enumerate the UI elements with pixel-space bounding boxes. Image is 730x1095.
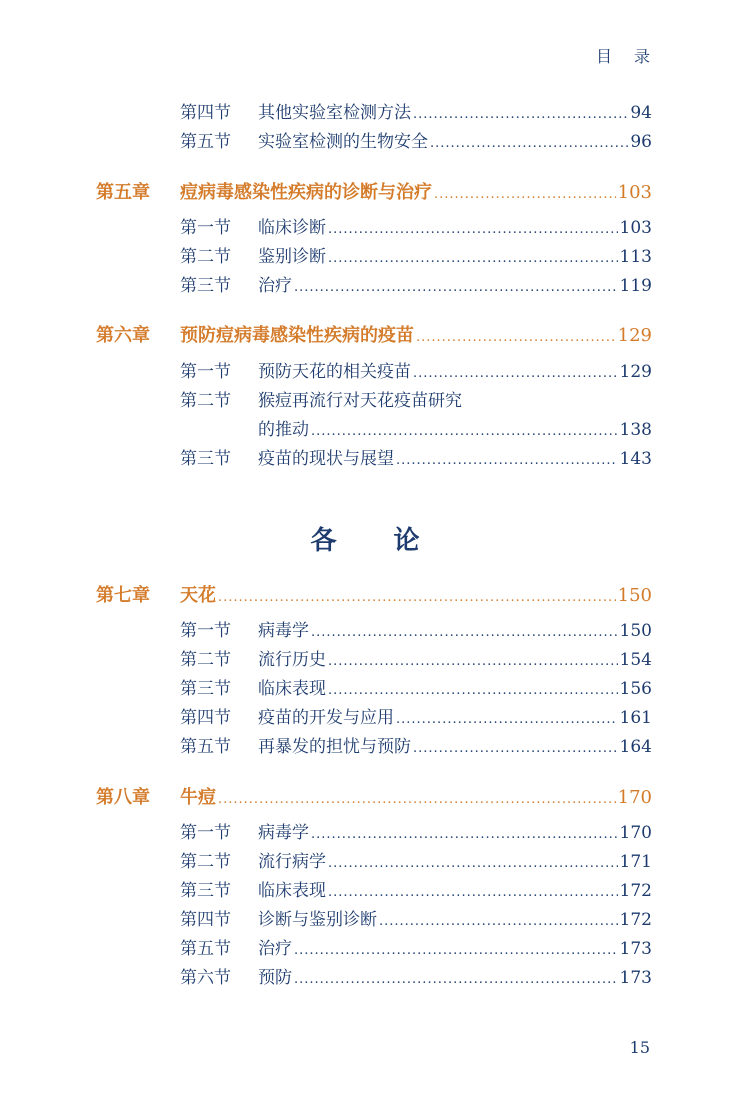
page-number: 129 [619, 362, 652, 382]
leader-dots [328, 222, 618, 237]
leader-dots [413, 107, 628, 122]
section-number: 第四节 [180, 103, 231, 123]
page-number: 172 [619, 881, 652, 901]
leader-dots [379, 914, 618, 929]
page-number: 113 [619, 247, 652, 267]
chapter-number: 第八章 [96, 787, 150, 808]
leader-dots [413, 741, 618, 756]
section-title: 流行病学 [258, 852, 326, 872]
toc-section-row[interactable] [180, 127, 652, 152]
leader-dots [218, 792, 616, 807]
page-folio: 15 [629, 1038, 650, 1057]
toc-chapter-row[interactable] [96, 783, 652, 809]
section-title: 再暴发的担忧与预防 [258, 737, 411, 757]
toc-section-row[interactable] [180, 357, 652, 382]
leader-dots [396, 712, 618, 727]
page-number: 143 [619, 449, 652, 469]
section-title: 疫苗的开发与应用 [258, 708, 394, 728]
section-title: 流行历史 [258, 650, 326, 670]
leader-dots [328, 654, 618, 669]
leader-dots [311, 424, 618, 439]
section-number: 第三节 [180, 881, 231, 901]
section-title: 治疗 [258, 939, 292, 959]
leader-dots [434, 187, 616, 202]
leader-dots [328, 885, 618, 900]
section-number: 第四节 [180, 708, 231, 728]
chapter-title: 天花 [180, 585, 216, 606]
section-number: 第一节 [180, 362, 231, 382]
toc-section-row[interactable] [180, 386, 462, 411]
leader-dots [416, 330, 616, 345]
section-title: 临床表现 [258, 679, 326, 699]
toc-section-row[interactable] [180, 963, 652, 988]
section-title: 临床诊断 [258, 218, 326, 238]
page-number: 150 [619, 621, 652, 641]
section-title: 鉴别诊断 [258, 247, 326, 267]
chapter-number: 第五章 [96, 182, 150, 203]
toc-chapter-row[interactable] [96, 581, 652, 607]
leader-dots [430, 136, 628, 151]
section-title: 猴痘再流行对天花疫苗研究 [258, 391, 462, 411]
page-number: 164 [619, 737, 652, 757]
section-title: 诊断与鉴别诊断 [258, 910, 377, 930]
page-number: 103 [619, 218, 652, 238]
page-number: 119 [619, 276, 652, 296]
toc-continuation-row[interactable] [258, 415, 652, 440]
page-number: 103 [617, 182, 652, 203]
running-head [596, 44, 650, 67]
toc-section-row[interactable] [180, 213, 652, 238]
toc-section-row[interactable] [180, 444, 652, 469]
section-number: 第五节 [180, 132, 231, 152]
section-number: 第三节 [180, 449, 231, 469]
leader-dots [294, 280, 618, 295]
section-number: 第五节 [180, 737, 231, 757]
page-number: 161 [619, 708, 652, 728]
page-number: 173 [619, 939, 652, 959]
leader-dots [396, 453, 618, 468]
toc-chapter-row[interactable] [96, 321, 652, 347]
page-number: 138 [619, 420, 652, 440]
leader-dots [413, 366, 618, 381]
section-number: 第三节 [180, 679, 231, 699]
toc-section-row[interactable] [180, 616, 652, 641]
leader-dots [294, 972, 618, 987]
toc-section-row[interactable] [180, 703, 652, 728]
page-number: 170 [619, 823, 652, 843]
section-number: 第四节 [180, 910, 231, 930]
section-title: 疫苗的现状与展望 [258, 449, 394, 469]
leader-dots [311, 827, 618, 842]
page-number: 171 [619, 852, 652, 872]
toc-section-row[interactable] [180, 98, 652, 123]
toc-section-row[interactable] [180, 271, 652, 296]
page-number: 156 [619, 679, 652, 699]
page-number: 129 [617, 325, 652, 346]
section-title: 实验室检测的生物安全 [258, 132, 428, 152]
toc-chapter-row[interactable] [96, 178, 652, 204]
running-head-char: 录 [633, 47, 650, 66]
section-number: 第二节 [180, 391, 231, 411]
toc-section-row[interactable] [180, 242, 652, 267]
chapter-title: 牛痘 [180, 787, 216, 808]
chapter-title: 痘病毒感染性疾病的诊断与治疗 [180, 182, 432, 203]
toc-section-row[interactable] [180, 732, 652, 757]
section-title: 其他实验室检测方法 [258, 103, 411, 123]
toc-section-row[interactable] [180, 645, 652, 670]
chapter-title: 预防痘病毒感染性疾病的疫苗 [180, 325, 414, 346]
toc-section-row[interactable] [180, 674, 652, 699]
section-number: 第一节 [180, 621, 231, 641]
section-title: 病毒学 [258, 621, 309, 641]
leader-dots [328, 251, 618, 266]
leader-dots [311, 625, 618, 640]
leader-dots [328, 683, 618, 698]
toc-section-row[interactable] [180, 934, 652, 959]
section-title: 预防 [258, 968, 292, 988]
page-number: 173 [619, 968, 652, 988]
leader-dots [294, 943, 618, 958]
page-number: 96 [630, 132, 652, 152]
section-title: 临床表现 [258, 881, 326, 901]
toc-section-row[interactable] [180, 818, 652, 843]
part-title: 各 论 [310, 526, 444, 556]
section-number: 第二节 [180, 247, 231, 267]
section-number: 第二节 [180, 852, 231, 872]
leader-dots [328, 856, 618, 871]
page-number: 172 [619, 910, 652, 930]
chapter-number: 第七章 [96, 585, 150, 606]
running-head-char: 目 [595, 47, 612, 66]
page-number: 94 [630, 103, 652, 123]
section-title: 病毒学 [258, 823, 309, 843]
section-number: 第一节 [180, 218, 231, 238]
chapter-number: 第六章 [96, 325, 150, 346]
section-title: 预防天花的相关疫苗 [258, 362, 411, 382]
section-number: 第六节 [180, 968, 231, 988]
section-title-continuation: 的推动 [258, 420, 309, 440]
toc-section-row[interactable] [180, 905, 652, 930]
section-number: 第一节 [180, 823, 231, 843]
leader-dots [218, 590, 616, 605]
page-number: 170 [617, 787, 652, 808]
section-title: 治疗 [258, 276, 292, 296]
section-number: 第三节 [180, 276, 231, 296]
section-number: 第五节 [180, 939, 231, 959]
toc-section-row[interactable] [180, 876, 652, 901]
page-number: 154 [619, 650, 652, 670]
section-number: 第二节 [180, 650, 231, 670]
page-number: 150 [617, 585, 652, 606]
toc-section-row[interactable] [180, 847, 652, 872]
